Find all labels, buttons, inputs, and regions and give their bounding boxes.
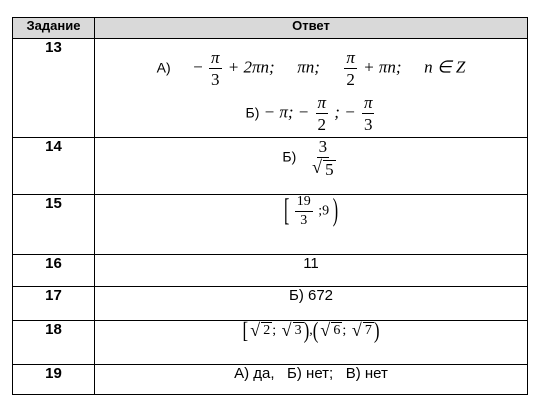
header-row <box>13 18 528 39</box>
answer-cell <box>95 39 528 138</box>
task-number: 17 <box>13 287 95 321</box>
table-row <box>13 321 528 365</box>
answer-cell: [ √ 2 ; √ 3 ),( √ 6 ; √ 7 ) <box>95 321 528 365</box>
answer-cell: 11 <box>95 255 528 287</box>
answer-13b: Б) − π; − $\frac{\pi}{2}$ ; − $\frac{\pi}{3}$ <box>245 93 373 134</box>
answer-cell: [ $\frac{19}{3}$ ;9 ) <box>95 195 528 255</box>
fraction: 3 √ 5 <box>312 137 334 179</box>
table-row <box>13 195 528 255</box>
fraction: $\frac{\pi}{2}$ <box>346 48 355 89</box>
task-number: 16 <box>13 255 95 287</box>
answer-cell: А) да, Б) нет; В) нет <box>95 365 528 395</box>
fraction: $\frac{\pi}{3}$ <box>363 93 373 134</box>
answers-table <box>12 17 528 395</box>
fraction: $\frac{\pi}{3}$ <box>211 48 220 89</box>
table-row <box>13 287 528 321</box>
table-row <box>13 255 528 287</box>
sqrt-symbol: √ 5 <box>312 157 334 179</box>
answer-cell: Б) 672 <box>95 287 528 321</box>
task-number: 15 <box>13 195 95 255</box>
sqrt-symbol: √ 6 <box>320 320 341 341</box>
task-number: 19 <box>13 365 95 395</box>
table-row <box>13 138 528 195</box>
fraction: $\frac{\pi}{2}$ <box>317 93 327 134</box>
sqrt-symbol: √ 2 <box>250 320 271 341</box>
fraction: $\frac{19}{3}$ <box>296 194 311 228</box>
task-number: 13 <box>13 39 95 138</box>
table-row <box>13 365 528 395</box>
table-row <box>13 39 528 138</box>
answer-cell: Б) 3 √ 5 <box>95 138 528 195</box>
sqrt-symbol: √ 3 <box>281 320 302 341</box>
task-number: 14 <box>13 138 95 195</box>
sqrt-symbol: √ 7 <box>351 320 372 341</box>
answer-13a: А) − $\frac{\pi}{3}$ + 2πn; πn; $\frac{\pi}{2}$ + πn; n ∈ Z <box>156 48 466 89</box>
header-task: Задание <box>13 18 95 39</box>
header-answer: Ответ <box>95 18 528 39</box>
task-number: 18 <box>13 321 95 365</box>
